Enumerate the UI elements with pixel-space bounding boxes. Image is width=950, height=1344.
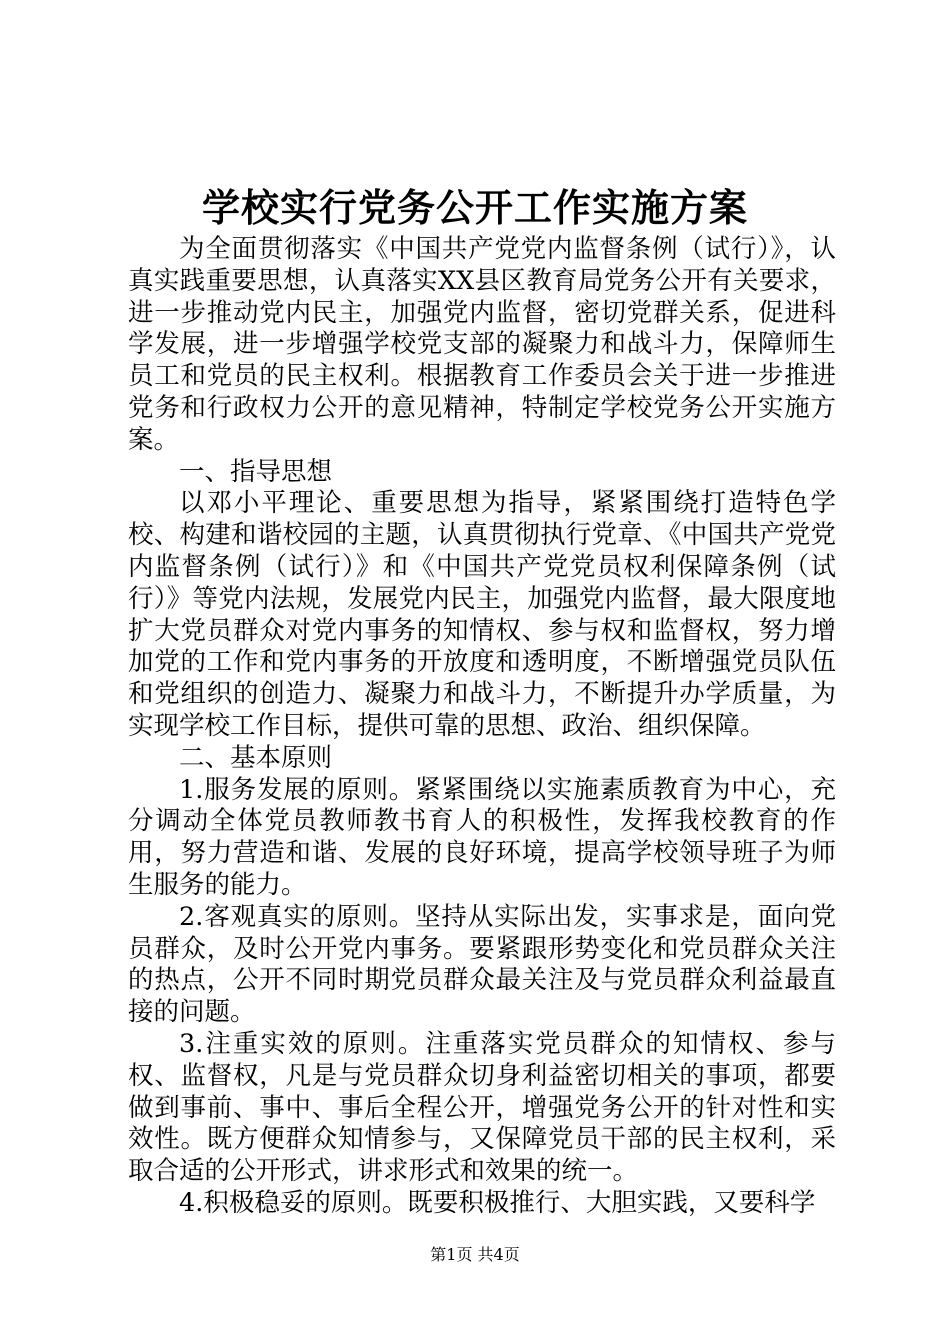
document-body (128, 234, 836, 1220)
page-number: 第1页 共4页 (430, 1245, 520, 1264)
section-heading-guiding-ideology: 一、指导思想 (179, 456, 333, 487)
paragraph-principle-4: 4.积极稳妥的原则。既要积极推行、大胆实践，又要科学 (179, 1187, 816, 1218)
paragraph-guiding-ideology: 以邓小平理论、重要思想为指导，紧紧围绕打造特色学校、构建和谐校园的主题，认真贯彻执行党章、《中国共产党党内监督条例（试行）》和《中国共产党党员权利保障条例（试行）》等党内法规，发展党内民主，加强党内监督，最大限度地扩大党员群众对党内事务的知情权、参与权和监督权，努力增加党的工作和党内事务的开放度和透明度，不断增强党员队伍和党组织的创造力、凝聚力和战斗力，不断提升办学质量，为实现学校工作目标，提供可靠的思想、政治、组织保障。 (128, 488, 836, 741)
paragraph-principle-3: 3.注重实效的原则。注重落实党员群众的知情权、参与权、监督权，凡是与党员群众切身利益密切相关的事项，都要做到事前、事中、事后全程公开，增强党务公开的针对性和实效性。既方便群众知情参与，又保障党员干部的民主权利，采取合适的公开形式，讲求形式和效果的统一。 (128, 1028, 836, 1187)
paragraph-intro: 为全面贯彻落实《中国共产党党内监督条例（试行）》，认真实践重要思想，认真落实XX县区教育局党务公开有关要求，进一步推动党内民主，加强党内监督，密切党群关系，促进科学发展，进一步增强学校党支部的凝聚力和战斗力，保障师生员工和党员的民主权利。根据教育工作委员会关于进一步推进党务和行政权力公开的意见精神，特制定学校党务公开实施方案。 (128, 234, 836, 455)
paragraph-principle-1: 1.服务发展的原则。紧紧围绕以实施素质教育为中心，充分调动全体党员教师教书育人的积极性，发挥我校教育的作用，努力营造和谐、发展的良好环境，提高学校领导班子为师生服务的能力。 (128, 774, 836, 900)
section-heading-basic-principles: 二、基本原则 (179, 742, 333, 773)
paragraph-principle-2: 2.客观真实的原则。坚持从实际出发，实事求是，面向党员群众，及时公开党内事务。要紧跟形势变化和党员群众关注的热点，公开不同时期党员群众最关注及与党员群众利益最直接的问题。 (128, 901, 836, 1028)
document-title: 学校实行党务公开工作实施方案 (201, 185, 748, 230)
